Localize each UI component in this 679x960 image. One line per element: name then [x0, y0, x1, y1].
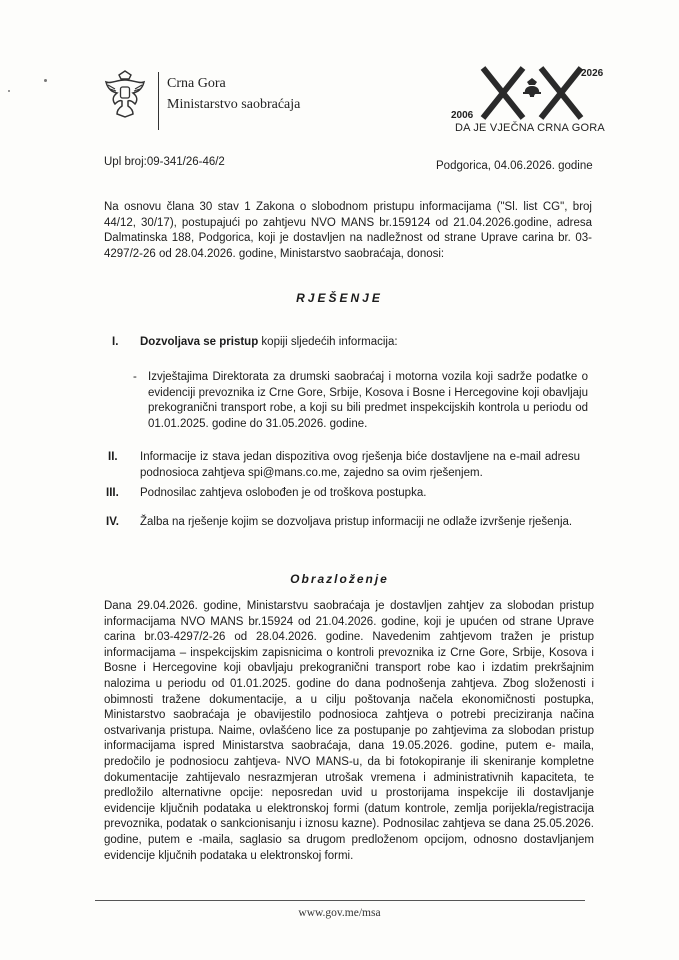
montenegro-coat-of-arms-icon — [103, 70, 147, 118]
place-and-date: Podgorica, 04.06.2026. godine — [436, 160, 593, 172]
item-1-text: kopiji sljedećih informacija: — [258, 336, 398, 348]
footer-divider — [95, 900, 585, 901]
institution-block — [167, 73, 300, 115]
scan-speck — [44, 79, 47, 82]
decision-item-1 — [140, 335, 590, 351]
item-numeral: I. — [112, 336, 119, 348]
preamble-paragraph: Na osnovu člana 30 stav 1 Zakona o slobodnom pristupu informacijama ("Sl. list CG", broj 44/12, 30/17), postupajući po zahtjevu NVO MANS br.159124 od 21.04.2026.godine, adresa Dalmatinska 188, Podgorica, koji je dostavljen na nadležnost od strane Uprave carina br. 03-4297/2-26 od 28.04.2026. godine, Ministarstvo saobraćaja, donosi: — [104, 201, 592, 260]
reasoning-title: Obrazloženje — [290, 572, 389, 586]
sub-item-text: Izvještajima Direktorata za drumski saobraćaj i motorna vozila koji sadrže podatke o evidenciji prevoznika iz Crne Gore, Srbije, Kosova i Bosne i Hercegovine koji obavljaju prekogranični transport robe, a koji su bili predmet inspekcijskih kontrola u periodu od 01.01.2025. godine do 31.05.2026. godine. — [148, 371, 588, 430]
decision-title: RJEŠENJE — [296, 291, 383, 305]
item-numeral: IV. — [106, 516, 120, 528]
reasoning-paragraph: Dana 29.04.2026. godine, Ministarstvu saobraćaja je dostavljen zahtjev za slobodan pristup informacijama NVO MANS br.15924 od 21.04.2026. godine, koji je upućen od strane Uprave carina br.03-4297/2-26 od 28.04.2026. godine. Navedenim zahtjevom tražen je pristup informacijama – inspekcijskim zapisnicima o kontroli prevoznika iz Crne Gore, Srbije, Kosova i Bosne i Hercegovine koji obavljaju prekogranični transport robe kao i izdatim prekršajnim nalozima u periodu od 01.01.2025. godine do dana podnošenja zahtjeva. Zbog složenosti i obimnosti tražene dokumentacije, a u cilju poštovanja načela ekonomičnosti postupka, Ministarstvo saobraćaja je obavijestilo podnosioca zahtjeva o potrebi preciziranja načina ostvarivanja pristupa. Naime, ovlašćeno lice za postupanje po zahtjevima za slobodan pristup informacijama ispred Ministarstva saobraćaja, dana 19.05.2026. godine, putem e- maila, predočilo je podnosiocu zahtjeva- NVO MANS-u, da bi fotokopiranje ili skeniranje kompletne dokumentacije zahtijevalo nesrazmjeran utrošak vremena i administrativnih kapaciteta, te predložilo alternativne opcije: neposredan uvid u prostorijama inspekcije ili dostavljanje evidencije ključnih podataka u elektronskoj formi (datum kontrole, zemlja porijekla/registracija prevoznika, podatak o sankcionisanju i iznosu kazne). Podnosilac zahtjeva se dana 25.05.2026. godine, putem e -maila, saglasio sa drugom predloženom opcijom, odnosno dostavljanjem evidencije ključnih podataka u elektronskoj formi. — [104, 600, 594, 862]
item-1-bold: Dozvoljava se pristup — [140, 336, 259, 348]
sub-item-dash: - — [133, 371, 137, 383]
badge-year-right: 2026 — [581, 68, 604, 79]
decision-item-3: Podnosilac zahtjeva oslobođen je od troškova postupka. — [140, 487, 427, 499]
footer-website: www.gov.me/msa — [298, 907, 381, 919]
item-numeral: III. — [106, 487, 119, 499]
header-divider — [158, 72, 159, 130]
decision-item-4: Žalba na rješenje kojim se dozvoljava pristup informaciji ne odlaže izvršenje rješenja. — [140, 516, 573, 528]
document-number: Upl broj:09-341/26-46/2 — [104, 156, 225, 168]
country-name: Crna Gora — [167, 76, 226, 91]
scan-speck — [8, 90, 10, 92]
badge-year-left: 2006 — [451, 110, 474, 121]
badge-motto: DA JE VJEČNA CRNA GORA — [455, 122, 605, 134]
decision-item-2: Informacije iz stava jedan dispozitiva ovog rješenja biće dostavljene na e-mail adresu podnosioca zahtjeva spi@mans.co.me, zajedno sa ovim rješenjem. — [140, 451, 580, 479]
item-numeral: II. — [108, 451, 118, 463]
ministry-name: Ministarstvo saobraćaja — [167, 97, 301, 112]
